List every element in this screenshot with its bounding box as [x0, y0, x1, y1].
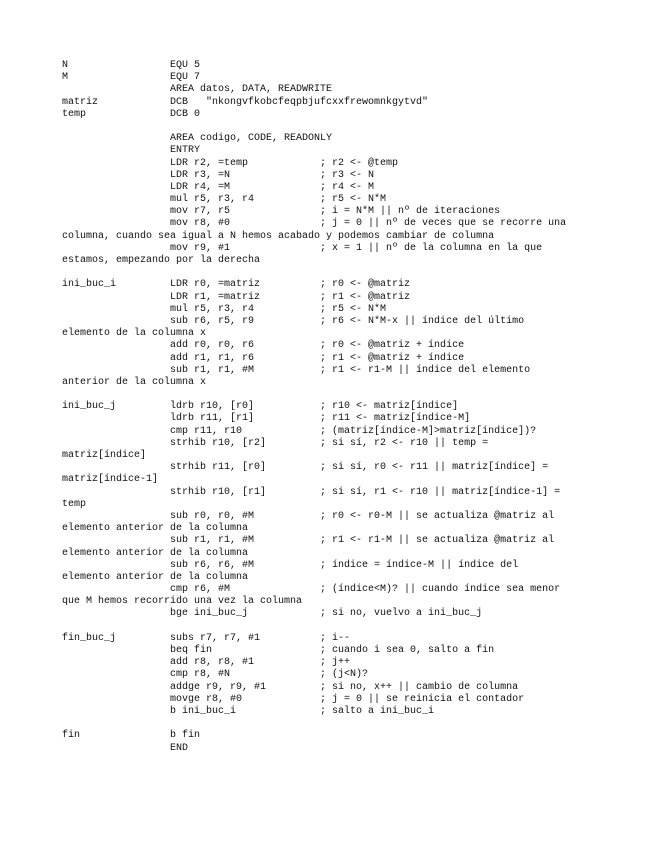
code-line: END	[62, 742, 189, 754]
code-line: N EQU 5	[62, 60, 201, 71]
code-line: add r0, r0, r6 ; r0 <- @matriz + índice	[62, 340, 465, 352]
code-line: elemento anterior de la columna	[62, 571, 249, 583]
code-line: movge r8, #0 ; j = 0 || se reinicia el contador	[62, 693, 525, 705]
code-line: que M hemos recorrido una vez la columna	[62, 596, 303, 608]
code-line	[62, 121, 566, 133]
code-line: AREA datos, DATA, READWRITE	[62, 84, 333, 96]
code-line: LDR r4, =M ; r4 <- M	[62, 181, 375, 193]
code-line: cmp r6, #M ; (índice<M)? || cuando índice sea menor	[62, 584, 561, 596]
code-line	[62, 389, 566, 401]
assembly-code-listing	[62, 60, 566, 755]
code-line: addge r9, r9, #1 ; si no, x++ || cambio de columna	[62, 681, 519, 693]
code-line: ENTRY	[62, 145, 201, 157]
code-line: strhib r10, [r2] ; si sí, r2 <- r10 || temp =	[62, 437, 489, 449]
code-line	[62, 267, 566, 279]
code-line: sub r6, r6, #M ; índice = índice-M || índice del	[62, 559, 519, 571]
code-line: ini_buc_j ldrb r10, [r0] ; r10 <- matriz[índice]	[62, 401, 459, 413]
code-line: anterior de la columna x	[62, 376, 207, 388]
code-line: LDR r2, =temp ; r2 <- @temp	[62, 157, 399, 169]
code-line: cmp r8, #N ; (j<N)?	[62, 669, 369, 681]
code-line: sub r1, r1, #M ; r1 <- r1-M || se actualiza @matriz al	[62, 535, 555, 547]
code-line: matriz[índice]	[62, 450, 147, 461]
code-line	[62, 718, 566, 730]
code-line: columna, cuando sea igual a N hemos acabado y podemos cambiar de columna	[62, 230, 495, 242]
code-line: mul r5, r3, r4 ; r5 <- N*M	[62, 303, 387, 315]
code-line: bge ini_buc_j ; si no, vuelvo a ini_buc_j	[62, 608, 483, 620]
code-line: sub r0, r0, #M ; r0 <- r0-M || se actualiza @matriz al	[62, 510, 555, 522]
code-line: estamos, empezando por la derecha	[62, 255, 261, 266]
code-line: elemento de la columna x	[62, 328, 207, 340]
code-line	[62, 621, 566, 633]
code-line: add r8, r8, #1 ; j++	[62, 657, 351, 669]
code-line: LDR r1, =matriz ; r1 <- @matriz	[62, 291, 411, 303]
code-line: ldrb r11, [r1] ; r11 <- matriz[índice-M]	[62, 413, 471, 425]
code-line: sub r1, r1, #M ; r1 <- r1-M || índice del elemento	[62, 364, 531, 376]
code-line: mul r5, r3, r4 ; r5 <- N*M	[62, 194, 387, 206]
code-line: LDR r3, =N ; r3 <- N	[62, 169, 375, 181]
code-line: mov r9, #1 ; x = 1 || nº de la columna en la que	[62, 242, 543, 254]
code-line: ini_buc_i LDR r0, =matriz ; r0 <- @matriz	[62, 279, 411, 291]
code-line: b ini_buc_i ; salto a ini_buc_i	[62, 705, 435, 717]
code-line: temp	[62, 498, 87, 510]
code-line: sub r6, r5, r9 ; r6 <- N*M-x || índice del último	[62, 315, 525, 327]
code-line: temp DCB 0	[62, 108, 201, 120]
code-line: matriz[índice-1]	[62, 474, 159, 486]
code-line: mov r8, #0 ; j = 0 || nº de veces que se recorre una	[62, 218, 567, 230]
code-line: add r1, r1, r6 ; r1 <- @matriz + índice	[62, 352, 465, 364]
code-line: elemento anterior de la columna	[62, 547, 249, 559]
code-line: cmp r11, r10 ; (matriz[índice-M]>matriz[índice])?	[62, 425, 537, 437]
code-line: beq fin ; cuando i sea 0, salto a fin	[62, 645, 495, 656]
code-line: elemento anterior de la columna	[62, 523, 249, 535]
code-line: fin b fin	[62, 730, 201, 742]
code-line: mov r7, r5 ; i = N*M || nº de iteraciones	[62, 206, 501, 218]
code-line: M EQU 7	[62, 72, 201, 84]
code-line: AREA codigo, CODE, READONLY	[62, 133, 333, 145]
code-line: fin_buc_j subs r7, r7, #1 ; i--	[62, 632, 351, 644]
code-line: strhib r11, [r0] ; si sí, r0 <- r11 || matriz[índice] =	[62, 462, 549, 474]
code-line: strhib r10, [r1] ; si sí, r1 <- r10 || matriz[índice-1] =	[62, 486, 561, 498]
code-line: matriz DCB "nkongvfkobcfeqpbjufcxxfrewomnkgytvd"	[62, 96, 429, 108]
